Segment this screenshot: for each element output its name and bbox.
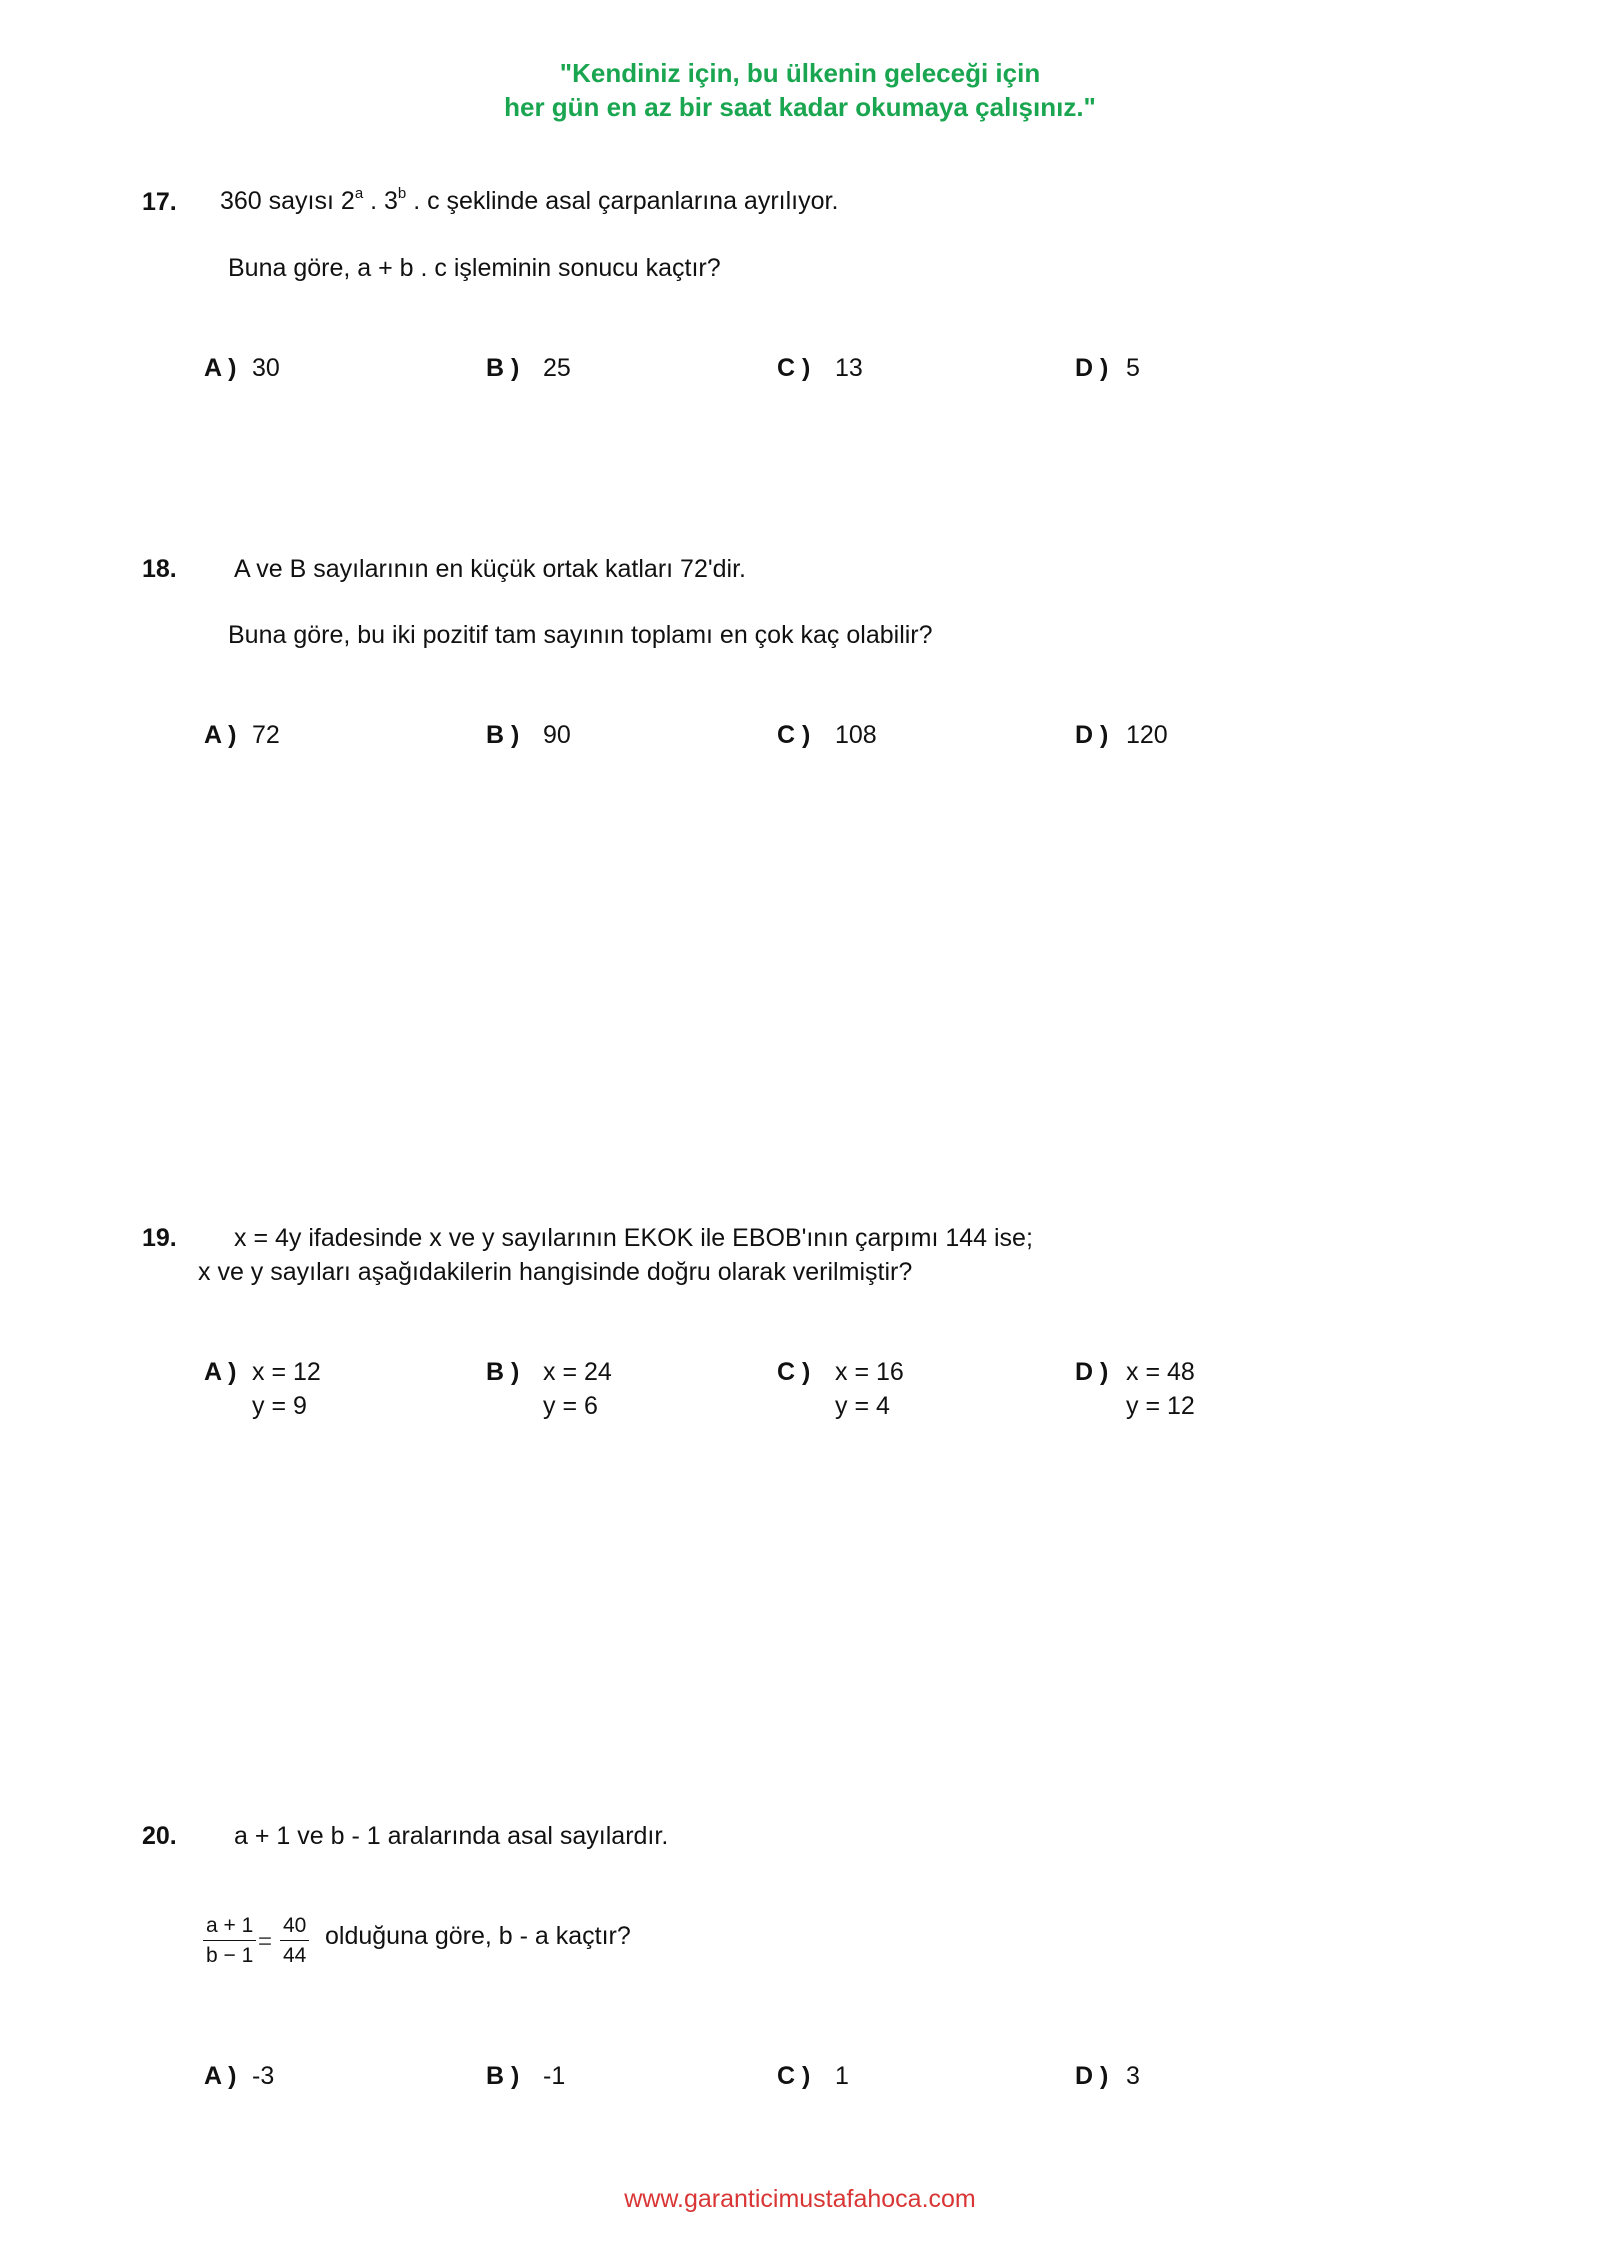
question-number: 17. [142,188,177,216]
option-b-value: -1 [543,2062,566,2090]
option-a-value: 30 [252,354,280,382]
option-c-value: 13 [835,354,863,382]
motto-line-2: her gün en az bir saat kadar okumaya çalışınız." [504,92,1096,122]
option-d-y: y = 12 [1126,1392,1195,1420]
option-d-label[interactable]: D ) [1075,2062,1109,2090]
exponent-b: b [397,185,407,202]
option-a-value: 72 [252,721,280,749]
option-d-label[interactable]: D ) [1075,354,1109,382]
fraction-a-plus-1-over-b-minus-1 [203,1914,256,1968]
option-a-label[interactable]: A ) [204,721,237,749]
question-number: 18. [142,555,177,583]
option-c-label[interactable]: C ) [777,2062,811,2090]
equals-sign: = [258,1928,273,1955]
question-text: A ve B sayılarının en küçük ortak katları 72'dir. [234,555,746,583]
option-d-label[interactable]: D ) [1075,721,1109,749]
question-number: 20. [142,1822,177,1850]
option-a-label[interactable]: A ) [204,2062,237,2090]
option-d-label[interactable]: D ) [1075,1358,1109,1386]
option-b-label[interactable]: B ) [486,354,520,382]
footer-url[interactable]: www.garanticimustafahoca.com [624,2185,976,2213]
question-prompt: olduğuna göre, b - a kaçtır? [325,1922,631,1950]
exponent-a: a [354,185,364,202]
question-prompt: Buna göre, bu iki pozitif tam sayının toplamı en çok kaç olabilir? [228,621,933,649]
question-prompt: Buna göre, a + b . c işleminin sonucu kaçtır? [228,254,721,282]
question-text: x = 4y ifadesinde x ve y sayılarının EKOK ile EBOB'ının çarpımı 144 ise; [234,1224,1033,1252]
option-d-x: x = 48 [1126,1358,1195,1386]
option-a-y: y = 9 [252,1392,307,1420]
option-d-value: 120 [1126,721,1168,749]
question-text [220,187,838,216]
option-c-value: 108 [835,721,877,749]
motto-line-1: "Kendiniz için, bu ülkenin geleceği için [559,58,1041,88]
option-b-x: x = 24 [543,1358,612,1386]
option-b-value: 25 [543,354,571,382]
fraction-denominator: b − 1 [206,1944,254,1967]
option-c-label[interactable]: C ) [777,721,811,749]
option-d-value: 3 [1126,2062,1140,2090]
fraction-40-over-44 [280,1914,309,1968]
option-c-value: 1 [835,2062,849,2090]
option-d-value: 5 [1126,354,1140,382]
option-a-x: x = 12 [252,1358,321,1386]
question-text: a + 1 ve b - 1 aralarında asal sayılardır. [234,1822,669,1850]
text-part: 360 sayısı 2 [220,187,355,215]
option-b-label[interactable]: B ) [486,2062,520,2090]
question-number: 19. [142,1224,177,1252]
option-c-label[interactable]: C ) [777,1358,811,1386]
option-b-label[interactable]: B ) [486,1358,520,1386]
option-c-label[interactable]: C ) [777,354,811,382]
text-part: . 3 [363,187,398,215]
fraction-numerator: 40 [280,1914,309,1941]
question-prompt: x ve y sayıları aşağıdakilerin hangisinde doğru olarak verilmiştir? [198,1258,913,1286]
text-part: . c şeklinde asal çarpanlarına ayrılıyor. [406,187,839,215]
option-a-value: -3 [252,2062,275,2090]
option-c-y: y = 4 [835,1392,890,1420]
fraction-denominator: 44 [283,1944,307,1967]
option-a-label[interactable]: A ) [204,1358,237,1386]
option-b-y: y = 6 [543,1392,598,1420]
option-a-label[interactable]: A ) [204,354,237,382]
fraction-numerator: a + 1 [203,1914,256,1941]
option-b-label[interactable]: B ) [486,721,520,749]
option-b-value: 90 [543,721,571,749]
option-c-x: x = 16 [835,1358,904,1386]
